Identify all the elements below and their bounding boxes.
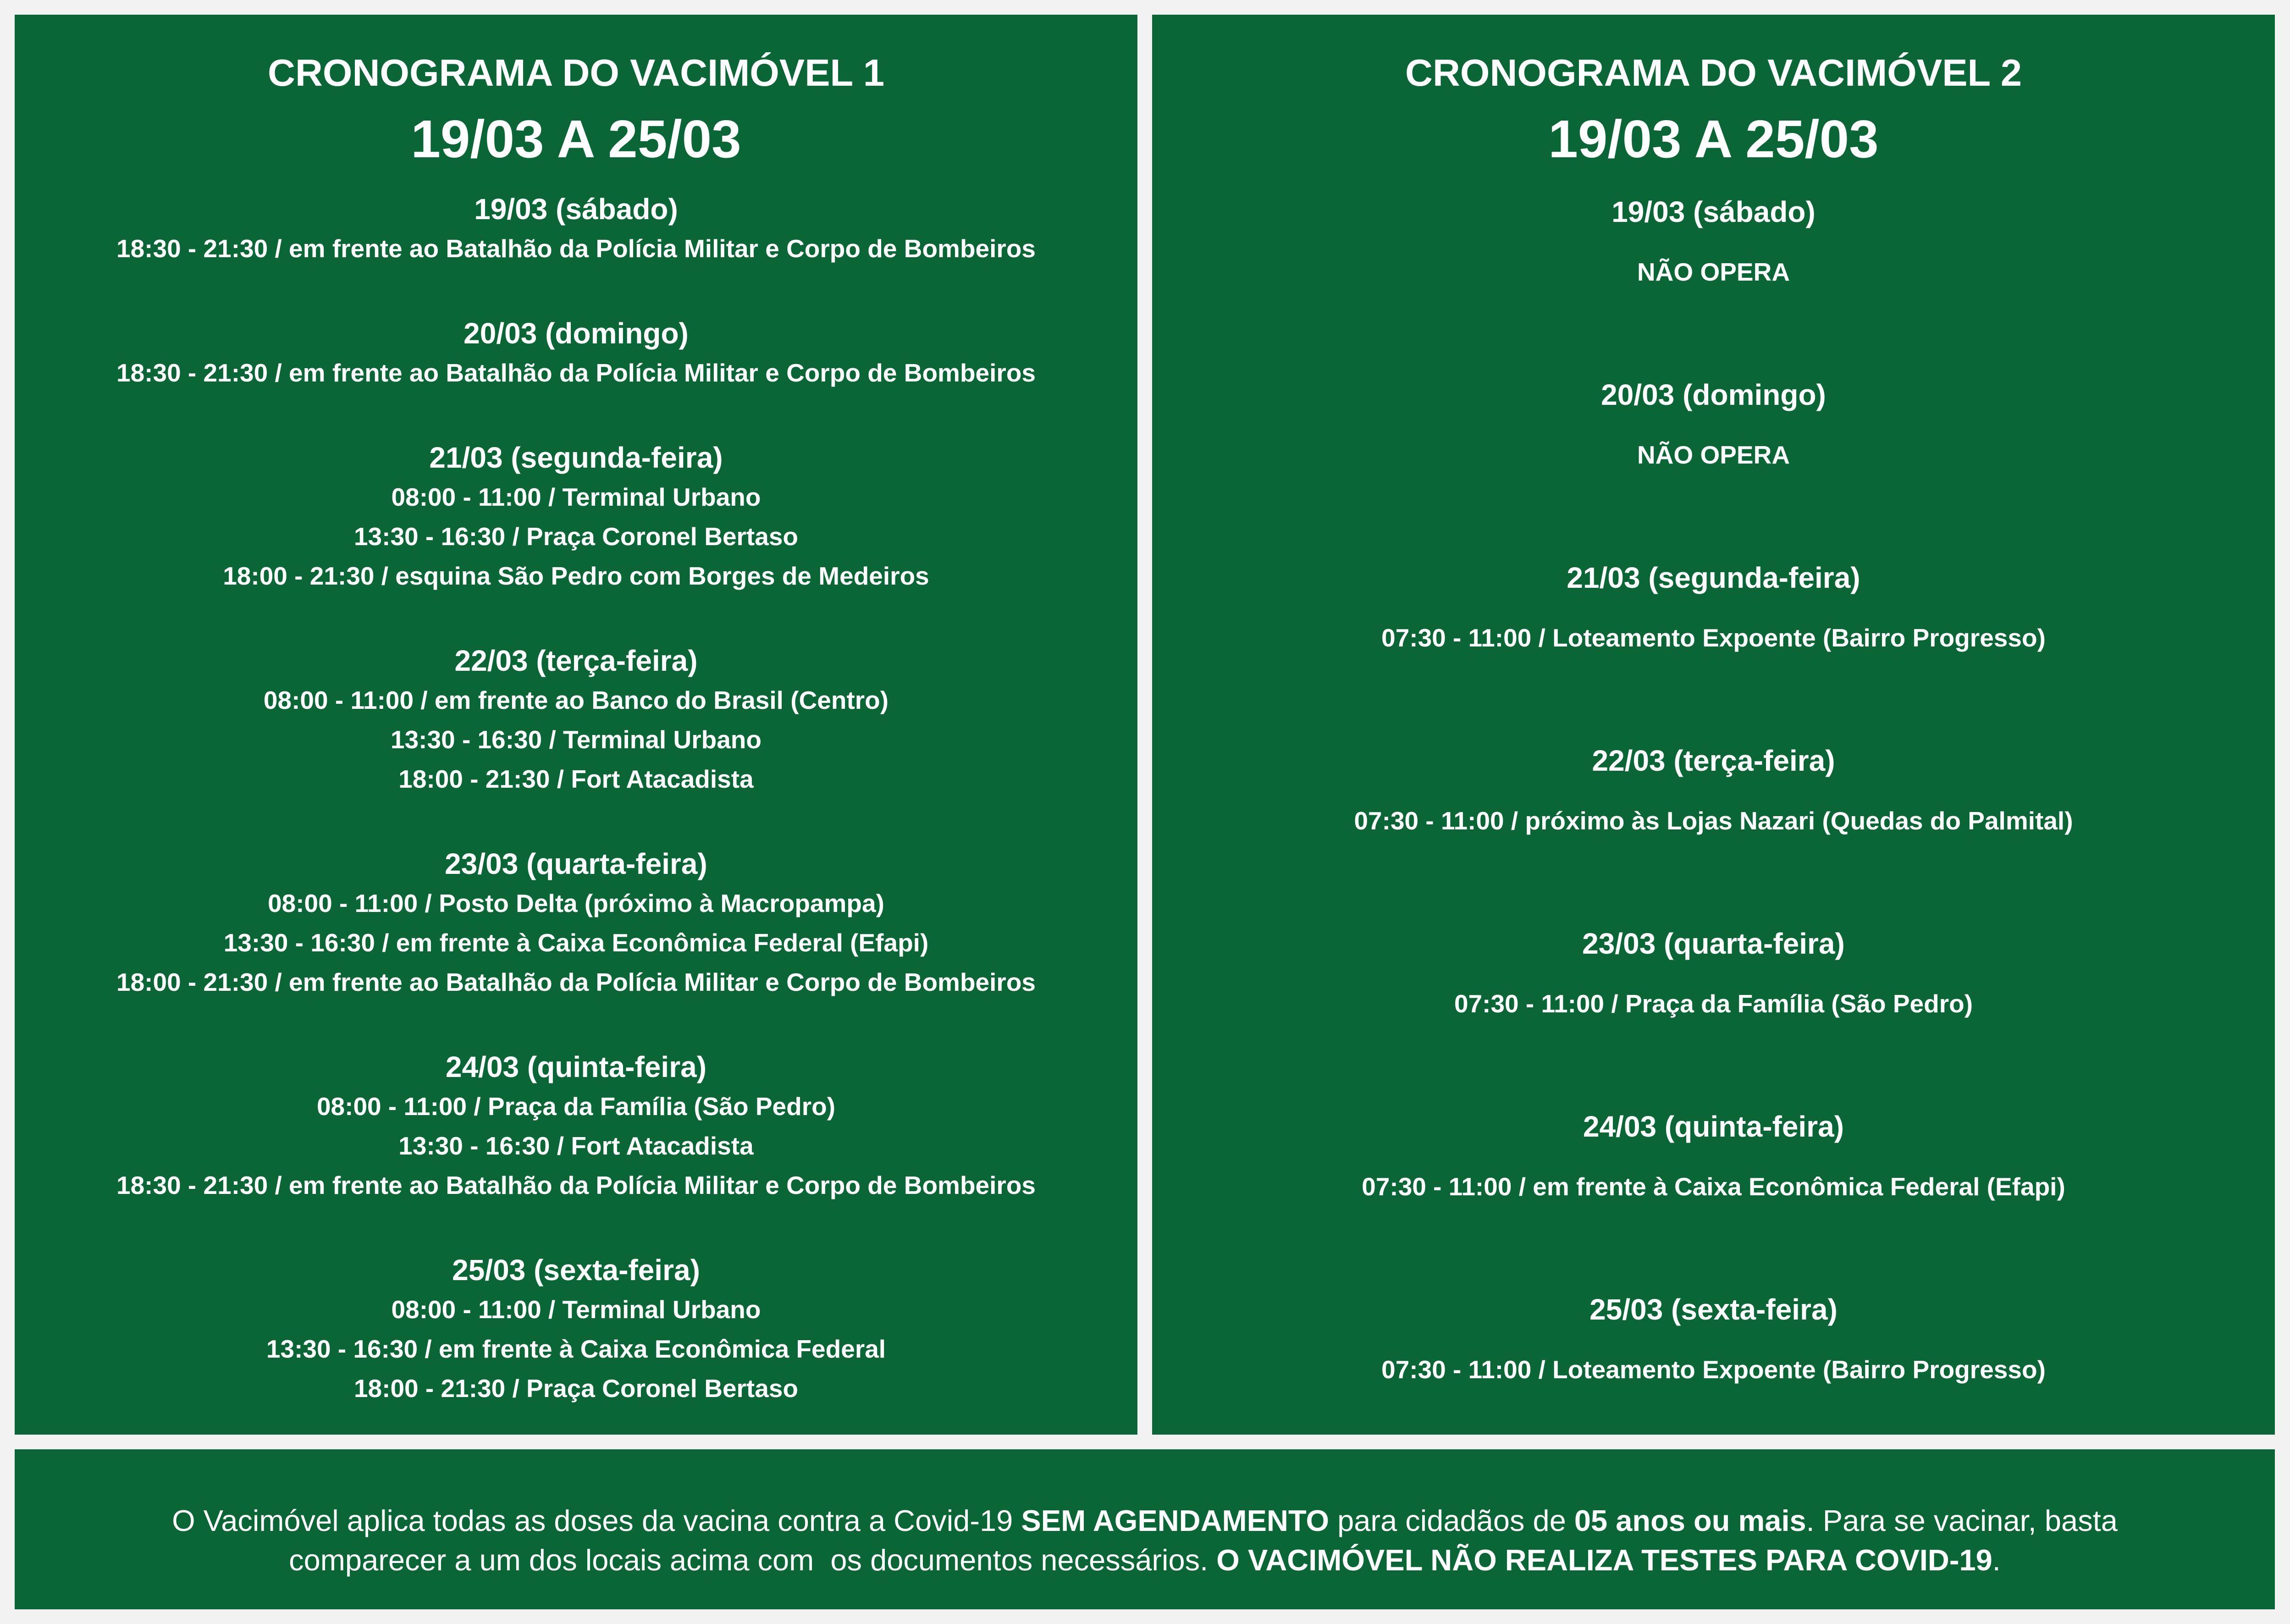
day-heading: 20/03 (domingo) (1601, 378, 1826, 411)
day-heading: 23/03 (quarta-feira) (1582, 927, 1845, 960)
day-block-20-03 (1152, 375, 2275, 475)
schedule-entry: 08:00 - 11:00 / Praça da Família (São Pedro) (316, 1092, 836, 1121)
no-tests-notice: O VACIMÓVEL NÃO REALIZA TESTES PARA COVID-19 (1216, 1543, 1992, 1577)
schedule-entry: 13:30 - 16:30 / em frente à Caixa Econômica Federal (266, 1335, 886, 1363)
panel-title: CRONOGRAMA DO VACIMÓVEL 1 (268, 51, 884, 94)
day-block-23-03 (1152, 924, 2275, 1023)
footer-line-2 (15, 1541, 2275, 1580)
schedule-panel-vacimovel-2 (1152, 15, 2275, 1435)
day-block-21-03 (1152, 558, 2275, 657)
day-heading: 25/03 (sexta-feira) (1589, 1293, 1838, 1326)
footer-text: para cidadãos de (1329, 1504, 1574, 1537)
day-heading: 21/03 (segunda-feira) (1567, 561, 1860, 594)
panel-title: CRONOGRAMA DO VACIMÓVEL 2 (1405, 51, 2022, 94)
day-heading: 19/03 (sábado) (474, 193, 678, 226)
day-block-19-03 (15, 189, 1137, 268)
day-heading: 25/03 (sexta-feira) (452, 1254, 700, 1287)
no-appointment-emphasis: SEM AGENDAMENTO (1021, 1504, 1330, 1537)
schedule-entry: 07:30 - 11:00 / em frente à Caixa Econômica Federal (Efapi) (1362, 1172, 2065, 1201)
day-block-25-03 (1152, 1290, 2275, 1389)
schedule-entry: 08:00 - 11:00 / Terminal Urbano (391, 1295, 761, 1324)
day-heading: 22/03 (terça-feira) (454, 644, 698, 677)
footer-line-1 (15, 1501, 2275, 1541)
date-range: 19/03 A 25/03 (1548, 109, 1879, 169)
schedule-entry: 13:30 - 16:30 / Praça Coronel Bertaso (353, 522, 799, 551)
day-heading: 21/03 (segunda-feira) (429, 441, 723, 474)
day-heading: 22/03 (terça-feira) (1592, 744, 1835, 777)
not-operating-notice: NÃO OPERA (1637, 441, 1790, 469)
schedule-entry: 08:00 - 11:00 / Terminal Urbano (391, 483, 761, 511)
day-block-23-03 (15, 844, 1137, 1002)
schedule-entry: 18:00 - 21:30 / Praça Coronel Bertaso (353, 1374, 799, 1403)
day-block-25-03 (15, 1250, 1137, 1408)
day-block-19-03 (1152, 192, 2275, 292)
schedule-entry: 18:30 - 21:30 / em frente ao Batalhão da Polícia Militar e Corpo de Bombeiros (116, 1171, 1036, 1199)
schedule-entry: 18:30 - 21:30 / em frente ao Batalhão da Polícia Militar e Corpo de Bombeiros (116, 359, 1036, 387)
day-block-21-03 (15, 438, 1137, 596)
day-block-24-03 (1152, 1107, 2275, 1206)
schedule-panel-vacimovel-1 (15, 15, 1137, 1435)
schedule-entry: 18:00 - 21:30 / esquina São Pedro com Borges de Medeiros (223, 562, 929, 590)
schedule-entry: 07:30 - 11:00 / próximo às Lojas Nazari (Quedas do Palmital) (1354, 806, 2073, 835)
date-range: 19/03 A 25/03 (411, 109, 741, 169)
not-operating-notice: NÃO OPERA (1637, 258, 1790, 286)
schedule-entry: 08:00 - 11:00 / em frente ao Banco do Brasil (Centro) (263, 686, 889, 714)
footer-text: . (1992, 1543, 2001, 1577)
schedule-entry: 13:30 - 16:30 / Terminal Urbano (391, 725, 761, 754)
schedule-entry: 18:30 - 21:30 / em frente ao Batalhão da Polícia Militar e Corpo de Bombeiros (116, 234, 1036, 263)
schedule-entry: 13:30 - 16:30 / Fort Atacadista (398, 1132, 754, 1160)
day-heading: 19/03 (sábado) (1611, 195, 1815, 228)
day-heading: 24/03 (quinta-feira) (1583, 1110, 1844, 1143)
day-block-20-03 (15, 314, 1137, 392)
schedule-entry: 07:30 - 11:00 / Praça da Família (São Pedro) (1454, 989, 1973, 1018)
day-block-24-03 (15, 1047, 1137, 1205)
day-block-22-03 (15, 641, 1137, 799)
age-eligibility-emphasis: 05 anos ou mais (1574, 1504, 1806, 1537)
schedule-entry: 18:00 - 21:30 / em frente ao Batalhão da Polícia Militar e Corpo de Bombeiros (116, 968, 1036, 996)
footer-text: comparecer a um dos locais acima com os documentos necessários. (289, 1543, 1217, 1577)
day-heading: 23/03 (quarta-feira) (445, 847, 707, 880)
schedule-entry: 07:30 - 11:00 / Loteamento Expoente (Bairro Progresso) (1381, 624, 2046, 652)
day-heading: 24/03 (quinta-feira) (445, 1050, 707, 1083)
schedule-entry: 08:00 - 11:00 / Posto Delta (próximo à Macropampa) (268, 889, 884, 917)
footer-text: O Vacimóvel aplica todas as doses da vacina contra a Covid-19 (172, 1504, 1021, 1537)
schedule-entry: 07:30 - 11:00 / Loteamento Expoente (Bairro Progresso) (1381, 1355, 2046, 1384)
schedule-entry: 18:00 - 21:30 / Fort Atacadista (398, 765, 754, 793)
footer-text: . Para se vacinar, basta (1806, 1504, 2118, 1537)
day-list (1152, 192, 2275, 1389)
day-block-22-03 (1152, 741, 2275, 840)
schedule-entry: 13:30 - 16:30 / em frente à Caixa Econômica Federal (Efapi) (223, 928, 929, 957)
day-heading: 20/03 (domingo) (464, 317, 689, 350)
day-list (15, 189, 1137, 1408)
info-footer (15, 1449, 2275, 1609)
